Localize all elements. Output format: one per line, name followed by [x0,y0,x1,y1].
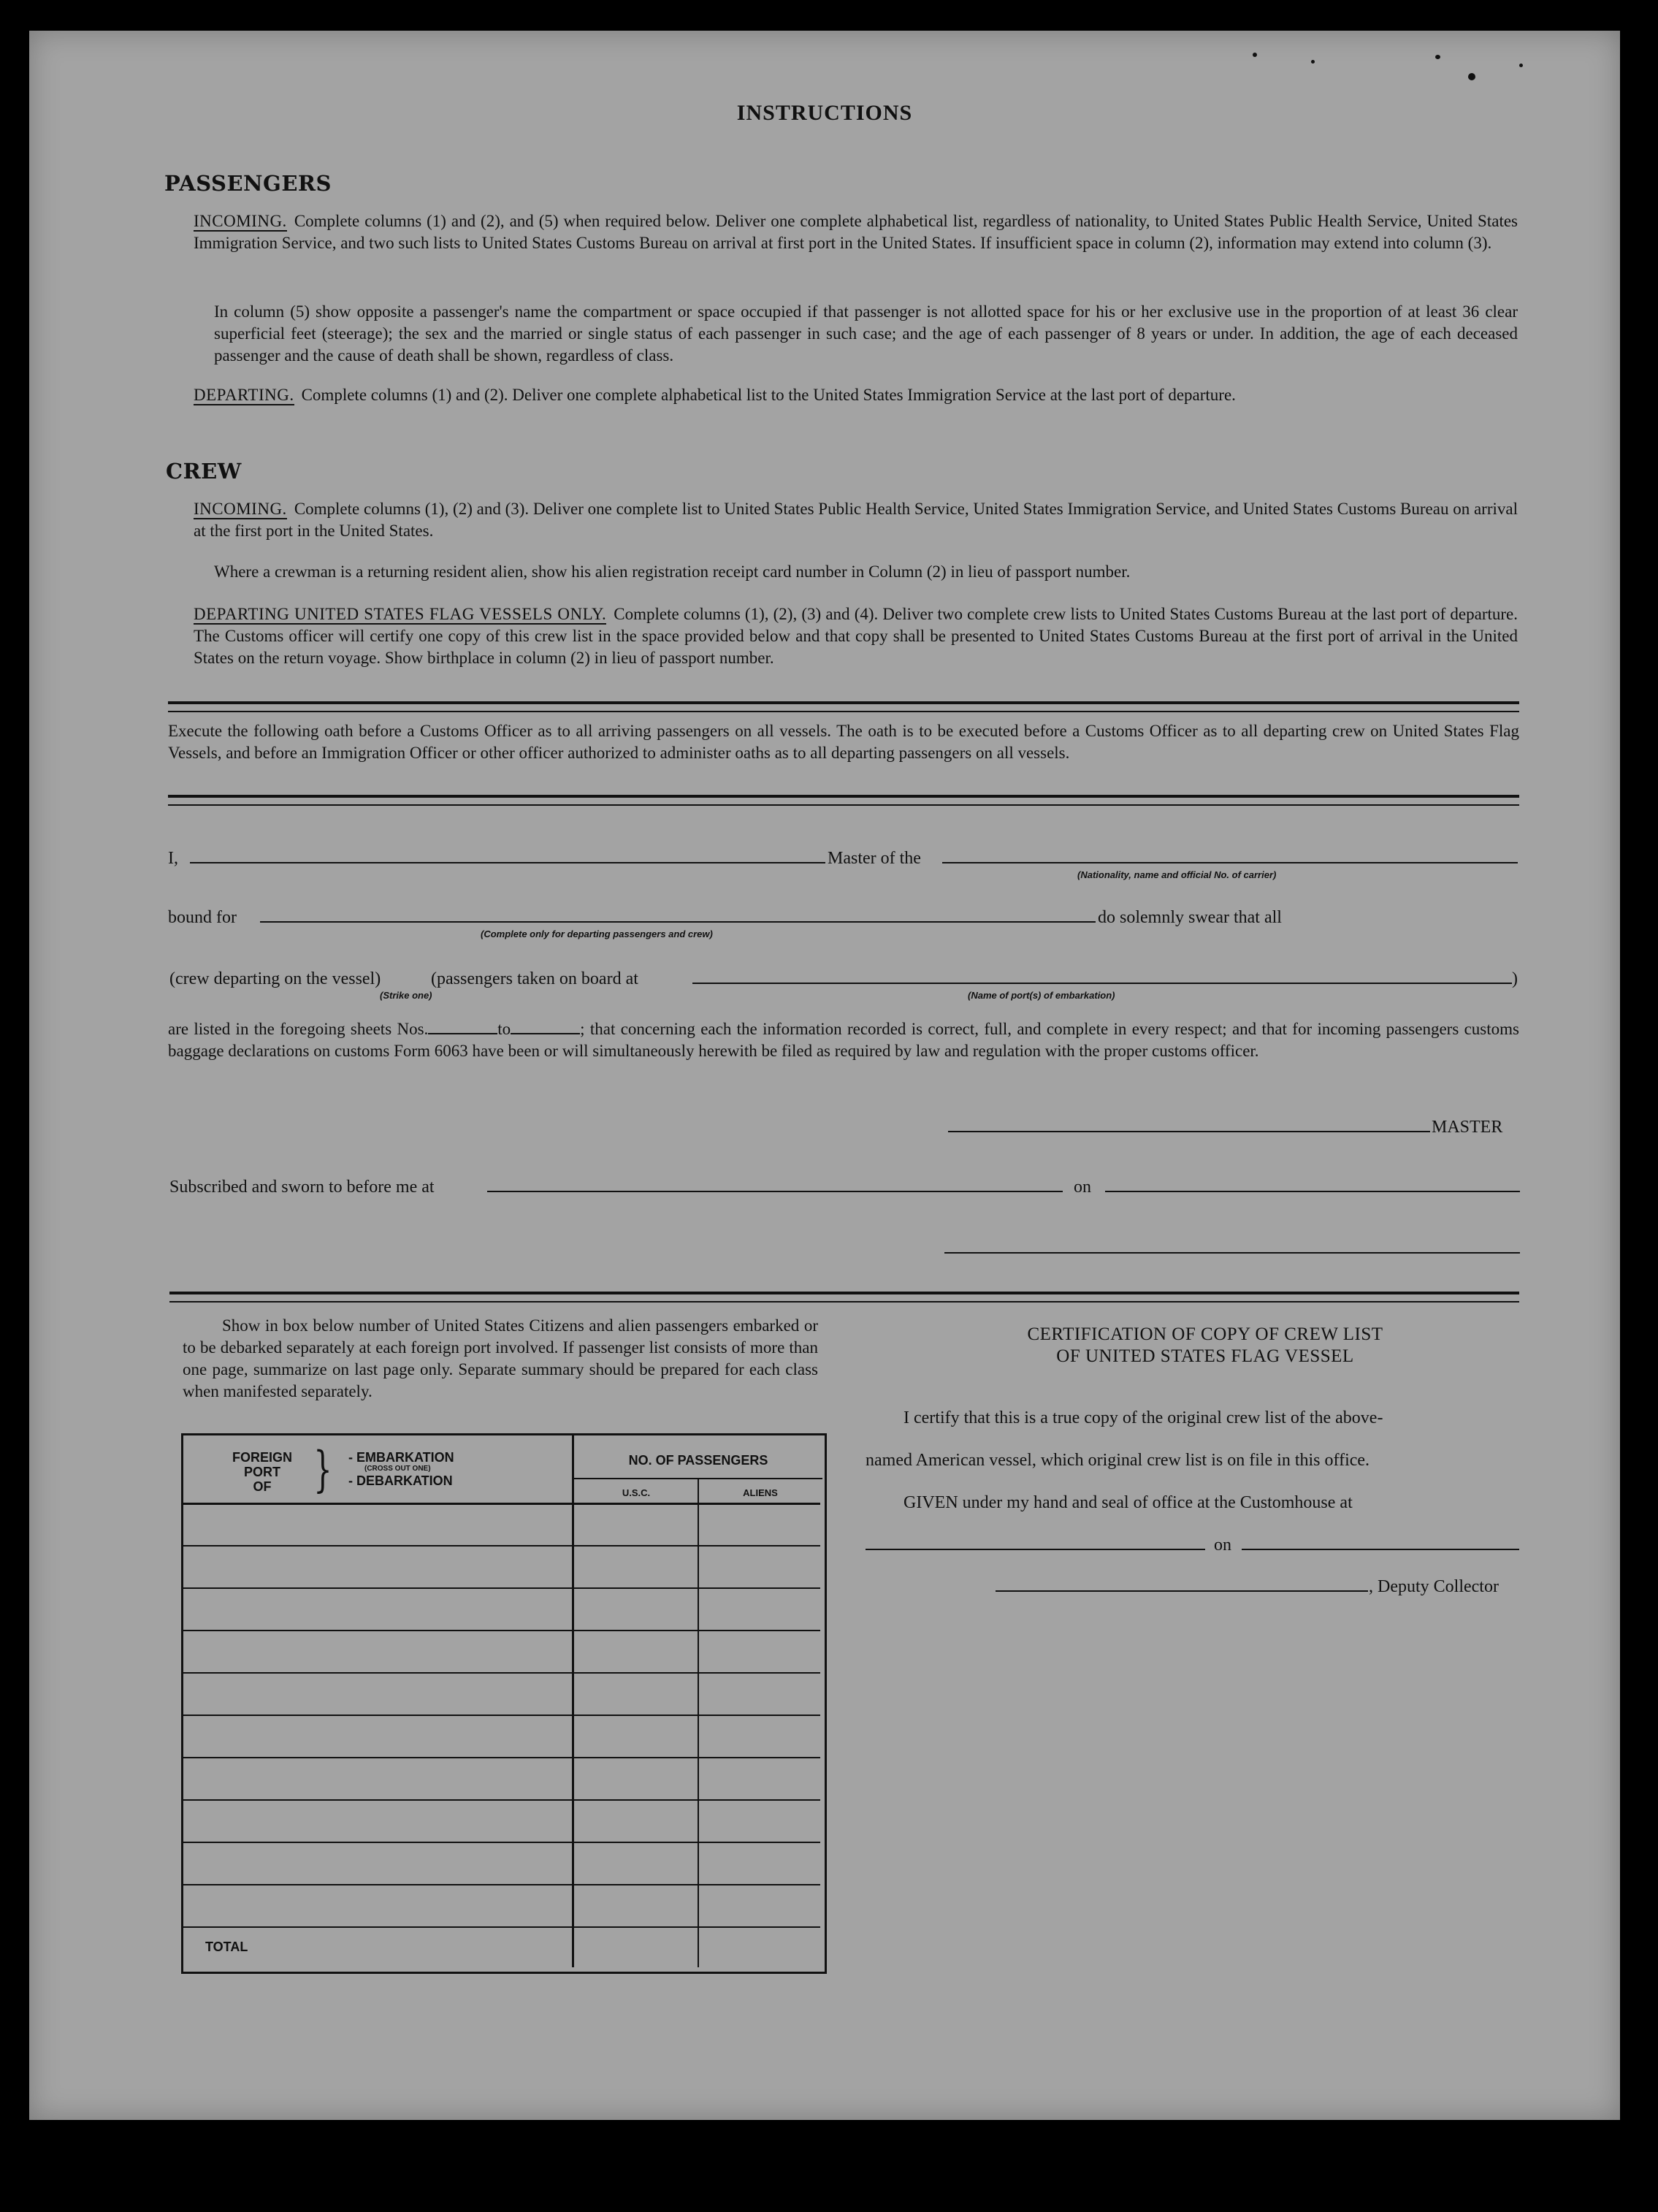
passengers-departing-lead: DEPARTING. [194,386,294,404]
passengers-departing [194,384,1518,406]
row-line [183,1672,820,1674]
scan-speck [1253,53,1257,57]
sworn-on-label: on [1074,1178,1091,1197]
listed-label-a: are listed in the foregoing sheets Nos. [168,1020,429,1038]
form-page [29,31,1620,2120]
certification-date-field[interactable] [1242,1549,1519,1550]
carrier-hint: (Nationality, name and official No. of carrier) [1077,869,1277,880]
header-divider [574,1478,822,1479]
row-line [183,1545,820,1547]
master-label: MASTER [1432,1118,1503,1137]
crew-departing [194,603,1518,669]
row-line [183,1757,820,1758]
crew-incoming-lead: INCOMING. [194,500,287,518]
section-divider [168,701,1519,712]
certification-on-label: on [1214,1536,1231,1555]
total-label: TOTAL [205,1940,248,1954]
certification-heading [891,1324,1519,1368]
port-hint: (Name of port(s) of embarkation) [968,990,1115,1001]
deputy-signature-field[interactable] [996,1590,1368,1592]
listed-to-label: to [497,1020,511,1038]
row-line [183,1587,820,1589]
certify-line-1: I certify that this is a true copy of the original crew list of the above- [904,1408,1383,1427]
summary-instruction-text: Show in box below number of United States Citizens and alien passengers embarked or to be debarked separately at each foreign port involved. If passenger list consists of more than one page, summarize on last page only. Separate summary should be prepared for each class when manifested separately. [183,1316,818,1400]
foreign-port-label [218,1450,306,1494]
passengers-incoming-lead: INCOMING. [194,212,287,230]
certification-heading-2: OF UNITED STATES FLAG VESSEL [1056,1346,1354,1366]
listed-label-b: ; that concerning each the information recorded is correct, full, and complete in every respect; and [580,1020,1257,1038]
of-label: OF [253,1479,272,1494]
officer-signature-field[interactable] [944,1252,1520,1254]
summary-instruction [183,1315,818,1403]
passengers-taken-option[interactable]: (passengers taken on board at [431,969,638,988]
deputy-collector-label: , Deputy Collector [1369,1577,1499,1596]
passenger-summary-table [181,1433,827,1974]
row-line [183,1842,820,1843]
scan-speck [1519,64,1523,67]
page-title: INSTRUCTIONS [736,101,913,125]
passengers-column5-text: In column (5) show opposite a passenger's name the compartment or space occupied if that passenger is not allotted space for his or her exclusive use in the proportion of at least 36 clear superficial feet (steerage); the sex and the married or single status of each passenger in such case; and the age of each passenger of 8 years or under. In addition, the age of each deceased passenger and the cause of death shall be shown, regardless of class. [214,302,1518,365]
bound-for-hint: (Complete only for departing passengers and crew) [481,928,713,939]
passengers-column5 [214,301,1518,367]
embarkation-option[interactable]: - EMBARKATION [348,1450,454,1465]
row-line [183,1926,820,1928]
scan-speck [1311,60,1315,64]
master-of-the-label: Master of the [828,849,921,868]
oath-i-label: I, [168,849,178,868]
crew-departing-option[interactable]: (crew departing on the vessel) [169,969,381,988]
debarkation-option[interactable]: - DEBARKATION [348,1473,453,1488]
row-line [183,1884,820,1885]
bound-for-field[interactable] [260,921,1096,923]
given-line: GIVEN under my hand and seal of office at the Customhouse at [904,1493,1353,1512]
aliens-header: ALIENS [743,1487,778,1498]
crew-resident [214,561,1518,583]
close-paren: ) [1512,969,1518,988]
port-label: PORT [243,1465,280,1479]
customhouse-field[interactable] [866,1549,1205,1550]
subscribed-label: Subscribed and sworn to before me at [169,1178,435,1197]
scan-speck [1435,55,1440,59]
embarkation-port-field[interactable] [692,983,1512,984]
oath-listed [168,1018,1519,1062]
section-divider [168,795,1519,806]
crew-resident-text: Where a crewman is a returning resident alien, show his alien registration receipt card number in Column (2) in lieu of passport number. [214,562,1131,581]
certification-heading-1: CERTIFICATION OF COPY OF CREW LIST [1027,1324,1383,1344]
col-divider [698,1479,699,1967]
no-of-passengers-header: NO. OF PASSENGERS [628,1453,768,1468]
sworn-place-field[interactable] [487,1191,1063,1192]
master-name-field[interactable] [190,862,825,863]
crew-incoming [194,498,1518,542]
cross-out-hint: (CROSS OUT ONE) [364,1465,431,1473]
passengers-heading: PASSENGERS [164,171,332,196]
section-divider [169,1292,1519,1303]
row-line [183,1799,820,1801]
usc-header: U.S.C. [622,1487,651,1498]
passengers-incoming-text: Complete columns (1) and (2), and (5) when required below. Deliver one complete alphabetical list, regardless of nationality, to United States Public Health Service, United States Immigration Service, and two such lists to United States Customs Bureau on arrival at first port in the United States. If insufficient space in column (2), information may extend into column (3). [194,212,1518,252]
crew-departing-text: Complete columns (1), (2), (3) and (4). Deliver two complete crew lists to United States Customs Bureau at the last port of departure. The Customs officer will certify one copy of this crew list in the space provided below and that copy shall be presented to United States Customs Bureau at the first port of arrival in the United States on the return voyage. Show birthplace in column (2) in lieu of passport number. [194,605,1518,667]
row-line [183,1715,820,1716]
swear-label: do solemnly swear that all [1098,908,1282,927]
bound-for-label: bound for [168,908,237,927]
oath-instruction: Execute the following oath before a Customs Officer as to all arriving passengers on all vessels. The oath is to be executed before a Customs Officer as to all departing crew on United States Flag Vessels, and before an Immigration Officer or other officer authorized to administer oaths as to all departing passengers on all vessels. [168,722,1519,762]
crew-heading: CREW [166,459,242,484]
strike-hint: (Strike one) [380,990,432,1001]
row-line [183,1503,820,1505]
sworn-date-field[interactable] [1105,1191,1520,1192]
scan-speck [1468,73,1475,80]
certify-line-2: named American vessel, which original crew list is on file in this office. [866,1451,1370,1470]
foreign-label: FOREIGN [232,1450,292,1465]
col-divider [572,1435,574,1967]
sheet-from-field[interactable] [428,1020,497,1034]
brace-icon: } [313,1441,332,1498]
passengers-departing-text: Complete columns (1) and (2). Deliver one complete alphabetical list to the United States Immigration Service at the last port of departure. [301,386,1236,404]
sheet-to-field[interactable] [511,1020,580,1034]
listed-rest: that for incoming passengers customs baggage declarations on customs Form 6063 have been or will simultaneously herewith be filed as required by law and regulation with the proper customs officer. [168,1020,1519,1060]
crew-incoming-text: Complete columns (1), (2) and (3). Deliver one complete list to United States Public Health Service, United States Immigration Service, and United States Customs Bureau on arrival at the first port in the United States. [194,500,1518,540]
master-signature-field[interactable] [948,1131,1430,1132]
row-line [183,1630,820,1631]
passengers-incoming [194,210,1518,254]
crew-departing-lead: DEPARTING UNITED STATES FLAG VESSELS ONLY. [194,605,607,623]
carrier-field[interactable] [942,862,1518,863]
